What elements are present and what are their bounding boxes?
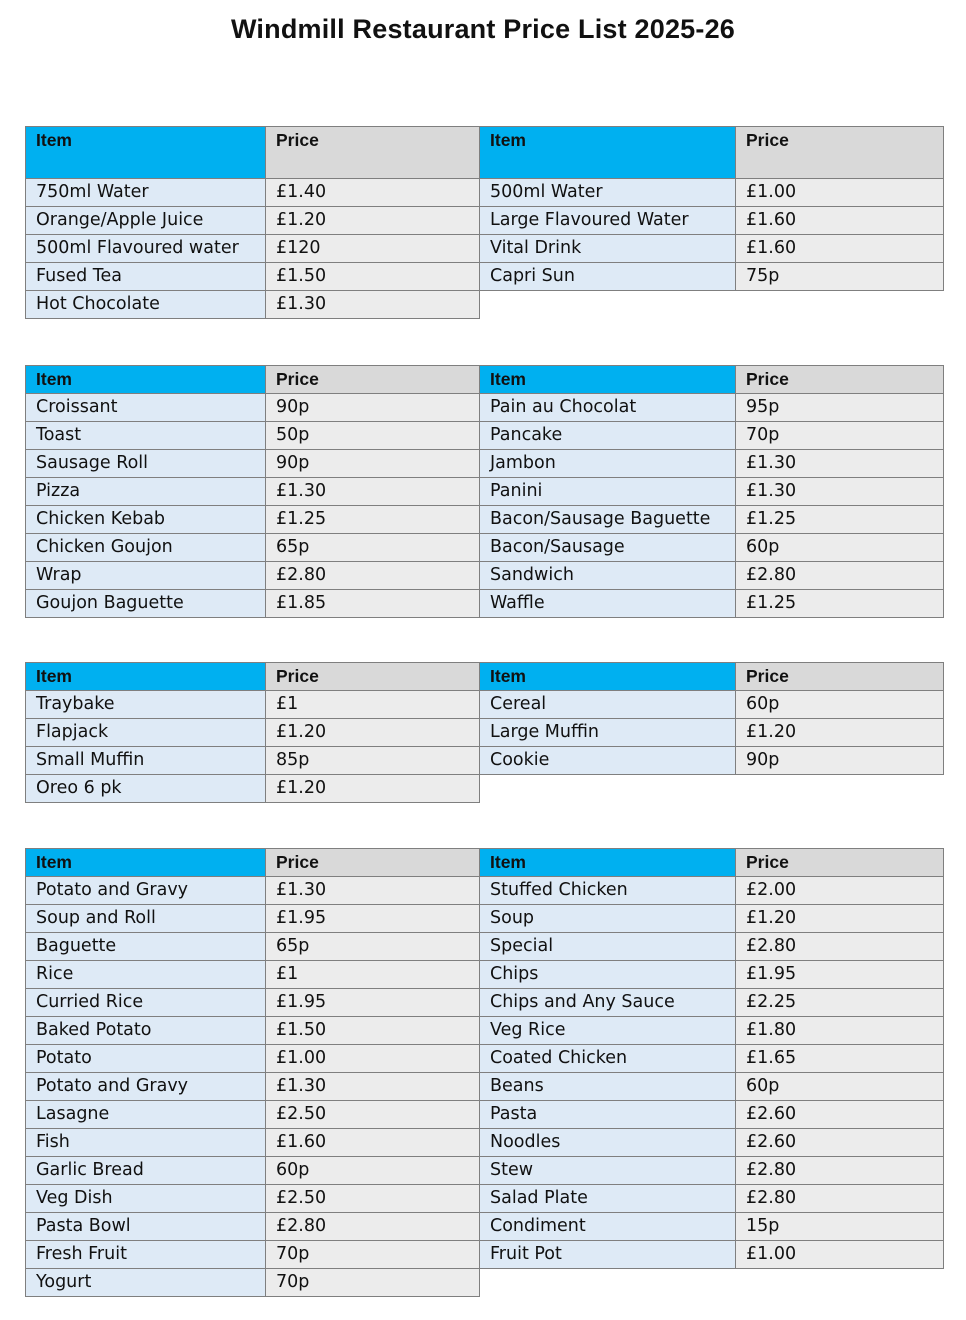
column-header-price: Price	[736, 127, 944, 179]
item-price: £1.85	[266, 590, 480, 618]
table-row	[26, 1157, 480, 1185]
item-price: £1.20	[266, 775, 480, 803]
item-name: Potato	[26, 1045, 266, 1073]
table-row	[480, 590, 944, 618]
item-name: 500ml Flavoured water	[26, 235, 266, 263]
item-name: Pancake	[480, 422, 736, 450]
item-name: Beans	[480, 1073, 736, 1101]
item-name: Condiment	[480, 1213, 736, 1241]
item-name: Toast	[26, 422, 266, 450]
table-row	[26, 235, 480, 263]
item-name: Traybake	[26, 691, 266, 719]
item-name: Bacon/Sausage	[480, 534, 736, 562]
table-row	[26, 506, 480, 534]
item-price: £1.20	[266, 719, 480, 747]
table-row	[480, 933, 944, 961]
item-name: Soup	[480, 905, 736, 933]
table-row	[26, 590, 480, 618]
item-name: Soup and Roll	[26, 905, 266, 933]
item-name: Cookie	[480, 747, 736, 775]
item-price: £1.00	[736, 1241, 944, 1269]
item-price: £1.60	[266, 1129, 480, 1157]
item-price: £1.30	[736, 450, 944, 478]
item-price: £2.80	[266, 562, 480, 590]
table-row	[480, 719, 944, 747]
item-price: 60p	[736, 1073, 944, 1101]
table-row	[26, 719, 480, 747]
table-row	[480, 1241, 944, 1269]
item-price: 75p	[736, 263, 944, 291]
item-name: Jambon	[480, 450, 736, 478]
table-row	[26, 747, 480, 775]
item-name: Sandwich	[480, 562, 736, 590]
table-row	[480, 961, 944, 989]
table-row	[26, 1241, 480, 1269]
table-row	[26, 905, 480, 933]
table-row	[26, 1045, 480, 1073]
table-row	[26, 1185, 480, 1213]
column-header-item: Item	[480, 366, 736, 394]
item-name: Yogurt	[26, 1269, 266, 1297]
item-name: Pizza	[26, 478, 266, 506]
column-header-item: Item	[26, 127, 266, 179]
item-price: £2.80	[736, 562, 944, 590]
column-header-item: Item	[480, 663, 736, 691]
meals-table-left	[25, 848, 480, 1297]
table-row	[26, 478, 480, 506]
header-row	[480, 663, 944, 691]
header-row	[26, 366, 480, 394]
table-row	[480, 1185, 944, 1213]
table-row	[26, 1073, 480, 1101]
item-price: 60p	[266, 1157, 480, 1185]
table-row	[480, 394, 944, 422]
item-name: 500ml Water	[480, 179, 736, 207]
item-price: £1.30	[266, 291, 480, 319]
table-row	[480, 235, 944, 263]
table-row	[480, 989, 944, 1017]
column-header-price: Price	[266, 849, 480, 877]
item-price: £1.00	[266, 1045, 480, 1073]
item-price: £1.30	[266, 877, 480, 905]
table-row	[480, 450, 944, 478]
item-price: £1.00	[736, 179, 944, 207]
item-price: 90p	[736, 747, 944, 775]
column-header-item: Item	[480, 127, 736, 179]
item-price: £1	[266, 961, 480, 989]
table-row	[26, 1213, 480, 1241]
item-name: Vital Drink	[480, 235, 736, 263]
item-price: £1.50	[266, 1017, 480, 1045]
table-row	[480, 506, 944, 534]
item-price: £1	[266, 691, 480, 719]
item-name: Hot Chocolate	[26, 291, 266, 319]
item-name: Chips	[480, 961, 736, 989]
item-name: Potato and Gravy	[26, 1073, 266, 1101]
item-name: Chicken Kebab	[26, 506, 266, 534]
column-header-price: Price	[266, 663, 480, 691]
table-row	[480, 1045, 944, 1073]
item-name: Capri Sun	[480, 263, 736, 291]
item-price: £1.65	[736, 1045, 944, 1073]
item-price: £1.25	[266, 506, 480, 534]
table-row	[480, 691, 944, 719]
item-name: Panini	[480, 478, 736, 506]
column-header-price: Price	[266, 127, 480, 179]
table-row	[26, 207, 480, 235]
item-price: £1.60	[736, 235, 944, 263]
item-name: Lasagne	[26, 1101, 266, 1129]
page-title: Windmill Restaurant Price List 2025-26	[230, 14, 736, 44]
item-name: Croissant	[26, 394, 266, 422]
table-row	[480, 422, 944, 450]
item-price: £2.50	[266, 1101, 480, 1129]
drinks-table-left	[25, 126, 480, 319]
table-row	[26, 1101, 480, 1129]
item-name: Baked Potato	[26, 1017, 266, 1045]
item-price: 90p	[266, 450, 480, 478]
item-name: Pasta	[480, 1101, 736, 1129]
item-price: £1.30	[266, 478, 480, 506]
item-name: Veg Dish	[26, 1185, 266, 1213]
table-row	[480, 1213, 944, 1241]
snacks-table-left	[25, 662, 480, 803]
item-price: £2.25	[736, 989, 944, 1017]
item-price: 60p	[736, 691, 944, 719]
item-name: Bacon/Sausage Baguette	[480, 506, 736, 534]
item-name: Oreo 6 pk	[26, 775, 266, 803]
table-row	[26, 961, 480, 989]
item-name: Small Muffin	[26, 747, 266, 775]
item-name: Chicken Goujon	[26, 534, 266, 562]
header-row	[26, 663, 480, 691]
column-header-price: Price	[736, 849, 944, 877]
table-row	[480, 562, 944, 590]
item-price: £1.40	[266, 179, 480, 207]
item-price: £1.80	[736, 1017, 944, 1045]
table-row	[26, 691, 480, 719]
item-price: 90p	[266, 394, 480, 422]
item-name: Fish	[26, 1129, 266, 1157]
item-name: Pasta Bowl	[26, 1213, 266, 1241]
item-name: Garlic Bread	[26, 1157, 266, 1185]
item-price: 15p	[736, 1213, 944, 1241]
item-price: 95p	[736, 394, 944, 422]
item-price: 70p	[736, 422, 944, 450]
table-row	[26, 1017, 480, 1045]
item-name: Rice	[26, 961, 266, 989]
item-name: Veg Rice	[480, 1017, 736, 1045]
hot-food-table-right	[479, 365, 944, 618]
item-name: Cereal	[480, 691, 736, 719]
table-row	[26, 775, 480, 803]
table-row	[480, 1017, 944, 1045]
column-header-item: Item	[26, 366, 266, 394]
table-row	[26, 291, 480, 319]
item-price: £1.30	[266, 1073, 480, 1101]
table-row	[480, 905, 944, 933]
table-row	[26, 1269, 480, 1297]
column-header-item: Item	[480, 849, 736, 877]
item-name: Curried Rice	[26, 989, 266, 1017]
table-row	[480, 263, 944, 291]
item-name: Stuffed Chicken	[480, 877, 736, 905]
table-row	[26, 933, 480, 961]
header-row	[480, 366, 944, 394]
table-row	[480, 1101, 944, 1129]
item-name: 750ml Water	[26, 179, 266, 207]
item-price: £1.30	[736, 478, 944, 506]
item-price: £2.50	[266, 1185, 480, 1213]
item-name: Wrap	[26, 562, 266, 590]
item-name: Sausage Roll	[26, 450, 266, 478]
meals-table-right	[479, 848, 944, 1269]
item-price: £1.20	[736, 905, 944, 933]
column-header-price: Price	[266, 366, 480, 394]
item-name: Noodles	[480, 1129, 736, 1157]
column-header-price: Price	[736, 366, 944, 394]
item-name: Fruit Pot	[480, 1241, 736, 1269]
item-price: £1.25	[736, 506, 944, 534]
item-name: Chips and Any Sauce	[480, 989, 736, 1017]
table-row	[26, 263, 480, 291]
item-price: 85p	[266, 747, 480, 775]
header-row	[480, 849, 944, 877]
item-price: £1.20	[736, 719, 944, 747]
column-header-price: Price	[736, 663, 944, 691]
item-price: £1.95	[736, 961, 944, 989]
snacks-table-right	[479, 662, 944, 775]
table-row	[26, 562, 480, 590]
item-price: 50p	[266, 422, 480, 450]
item-name: Baguette	[26, 933, 266, 961]
table-row	[26, 1129, 480, 1157]
table-row	[26, 989, 480, 1017]
item-price: £1.20	[266, 207, 480, 235]
item-name: Potato and Gravy	[26, 877, 266, 905]
item-name: Flapjack	[26, 719, 266, 747]
item-name: Large Flavoured Water	[480, 207, 736, 235]
item-price: £120	[266, 235, 480, 263]
item-price: £2.80	[266, 1213, 480, 1241]
table-row	[480, 1073, 944, 1101]
table-row	[26, 394, 480, 422]
item-name: Stew	[480, 1157, 736, 1185]
column-header-item: Item	[26, 849, 266, 877]
table-row	[480, 747, 944, 775]
table-row	[480, 1157, 944, 1185]
item-price: 65p	[266, 933, 480, 961]
table-row	[26, 534, 480, 562]
item-price: £2.60	[736, 1129, 944, 1157]
table-row	[480, 478, 944, 506]
item-price: 70p	[266, 1241, 480, 1269]
table-row	[26, 877, 480, 905]
item-price: £2.80	[736, 1185, 944, 1213]
table-row	[26, 422, 480, 450]
column-header-item: Item	[26, 663, 266, 691]
table-row	[26, 179, 480, 207]
item-name: Waffle	[480, 590, 736, 618]
item-price: £1.25	[736, 590, 944, 618]
item-name: Salad Plate	[480, 1185, 736, 1213]
item-name: Goujon Baguette	[26, 590, 266, 618]
item-name: Large Muffin	[480, 719, 736, 747]
item-price: £2.80	[736, 1157, 944, 1185]
hot-food-table-left	[25, 365, 480, 618]
header-row	[26, 127, 480, 179]
item-name: Special	[480, 933, 736, 961]
item-name: Coated Chicken	[480, 1045, 736, 1073]
item-price: £2.80	[736, 933, 944, 961]
item-price: 60p	[736, 534, 944, 562]
item-price: £1.95	[266, 905, 480, 933]
item-price: £1.50	[266, 263, 480, 291]
table-row	[480, 877, 944, 905]
header-row	[26, 849, 480, 877]
table-row	[26, 450, 480, 478]
item-price: £2.00	[736, 877, 944, 905]
item-price: £2.60	[736, 1101, 944, 1129]
table-row	[480, 207, 944, 235]
item-name: Orange/Apple Juice	[26, 207, 266, 235]
drinks-table-right	[479, 126, 944, 291]
header-row	[480, 127, 944, 179]
table-row	[480, 179, 944, 207]
item-name: Pain au Chocolat	[480, 394, 736, 422]
table-row	[480, 1129, 944, 1157]
table-row	[480, 534, 944, 562]
item-name: Fresh Fruit	[26, 1241, 266, 1269]
item-price: 65p	[266, 534, 480, 562]
item-price: £1.60	[736, 207, 944, 235]
item-price: £1.95	[266, 989, 480, 1017]
item-price: 70p	[266, 1269, 480, 1297]
item-name: Fused Tea	[26, 263, 266, 291]
